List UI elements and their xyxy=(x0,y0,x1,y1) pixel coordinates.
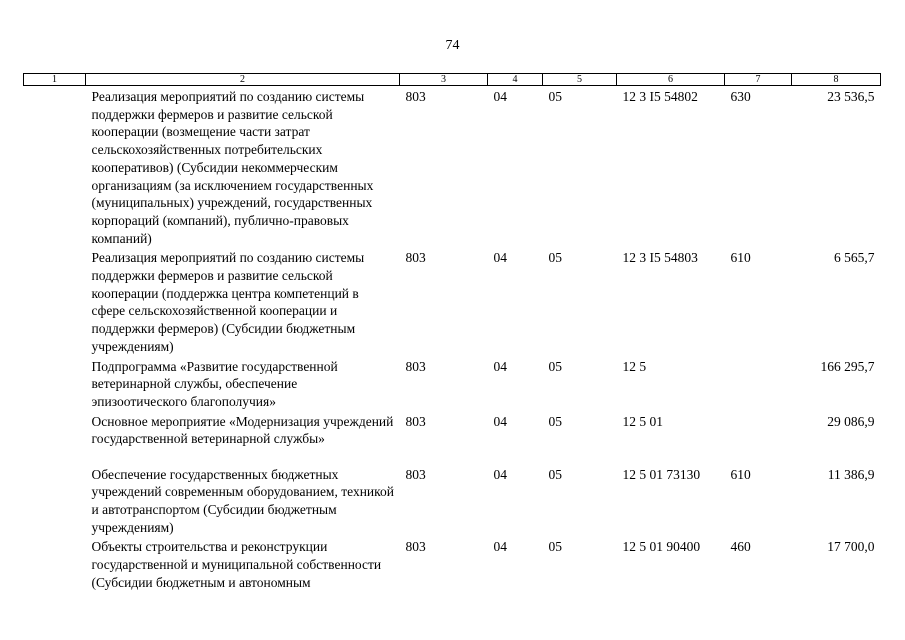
cell-subsection: 05 xyxy=(548,466,562,482)
cell-subsection: 05 xyxy=(548,539,562,555)
cell-section: 04 xyxy=(493,466,507,482)
row-description: Основное мероприятие «Модернизация учреждений государственной ветеринарной службы» xyxy=(91,413,394,447)
column-header: 7 xyxy=(725,74,792,86)
column-header: 3 xyxy=(400,74,488,86)
table-row xyxy=(24,464,881,537)
cell-amount: 6 565,7 xyxy=(834,250,875,266)
page-number: 74 xyxy=(445,38,460,53)
row-description: Объекты строительства и реконструкции государственной и муниципальной собственности (Субсидии бюджетным и автономным xyxy=(91,539,382,590)
column-header: 8 xyxy=(792,74,881,86)
cell-section: 04 xyxy=(493,89,507,104)
cell-ministry-code: 803 xyxy=(405,466,426,482)
column-header: 4 xyxy=(488,74,543,86)
cell-amount: 23 536,5 xyxy=(827,89,875,104)
table-row xyxy=(24,536,881,596)
cell-section: 04 xyxy=(493,539,507,555)
table-row xyxy=(24,86,881,248)
row-description: Обеспечение государственных бюджетных учреждений современным оборудованием, техникой и автотранспортом (Субсидии бюджетным учреждениям) xyxy=(91,466,394,535)
column-number-header xyxy=(24,74,881,86)
table-row xyxy=(24,411,881,464)
table-row xyxy=(24,247,881,355)
cell-expense-type: 630 xyxy=(730,89,751,104)
cell-expense-type: 610 xyxy=(730,250,751,266)
cell-section: 04 xyxy=(493,413,507,429)
cell-subsection: 05 xyxy=(548,413,562,429)
cell-expense-type: 610 xyxy=(730,466,751,482)
cell-ministry-code: 803 xyxy=(405,89,426,104)
cell-expense-type: 460 xyxy=(730,539,751,555)
row-description: Подпрограмма «Развитие государственной ветеринарной службы, обеспечение эпизоотического благополучия» xyxy=(91,358,338,409)
cell-target-article: 12 5 01 xyxy=(622,413,663,429)
column-header: 2 xyxy=(86,74,400,86)
cell-ministry-code: 803 xyxy=(405,539,426,555)
cell-subsection: 05 xyxy=(548,358,562,374)
cell-target-article: 12 3 I5 54802 xyxy=(622,89,698,104)
cell-ministry-code: 803 xyxy=(405,358,426,374)
cell-target-article: 12 5 01 90400 xyxy=(622,539,701,555)
cell-amount: 17 700,0 xyxy=(827,539,875,555)
cell-target-article: 12 5 xyxy=(622,358,647,374)
cell-ministry-code: 803 xyxy=(405,413,426,429)
cell-amount: 29 086,9 xyxy=(827,413,875,429)
cell-target-article: 12 5 01 73130 xyxy=(622,466,701,482)
cell-expense-type xyxy=(725,356,792,411)
cell-section: 04 xyxy=(493,250,507,266)
row-description: Реализация мероприятий по созданию системы поддержки фермеров и развитие сельской кооперации (возмещение части затрат сельскохозяйственных потребительских кооперативов) (Субсидии некоммерческим организациям (за исключением государственных (муниципальных) учреждений, государственных корпораций (компаний), публично-правовых компаний) xyxy=(91,89,374,246)
row-description: Реализация мероприятий по созданию системы поддержки фермеров и развитие сельской кооперации (поддержка центра компетенций в сфере сельскохозяйственной кооперации и поддержки фермеров) (Субсидии бюджетным учреждениям) xyxy=(91,250,365,354)
cell-target-article: 12 3 I5 54803 xyxy=(622,250,698,266)
table-row xyxy=(24,356,881,411)
cell-subsection: 05 xyxy=(548,250,562,266)
cell-expense-type xyxy=(725,411,792,464)
cell-section: 04 xyxy=(493,358,507,374)
cell-amount: 11 386,9 xyxy=(827,466,875,482)
column-header: 6 xyxy=(617,74,725,86)
budget-table xyxy=(23,73,881,596)
column-header: 1 xyxy=(24,74,86,86)
cell-ministry-code: 803 xyxy=(405,250,426,266)
cell-subsection: 05 xyxy=(548,89,562,104)
column-header: 5 xyxy=(543,74,617,86)
cell-amount: 166 295,7 xyxy=(820,358,875,374)
